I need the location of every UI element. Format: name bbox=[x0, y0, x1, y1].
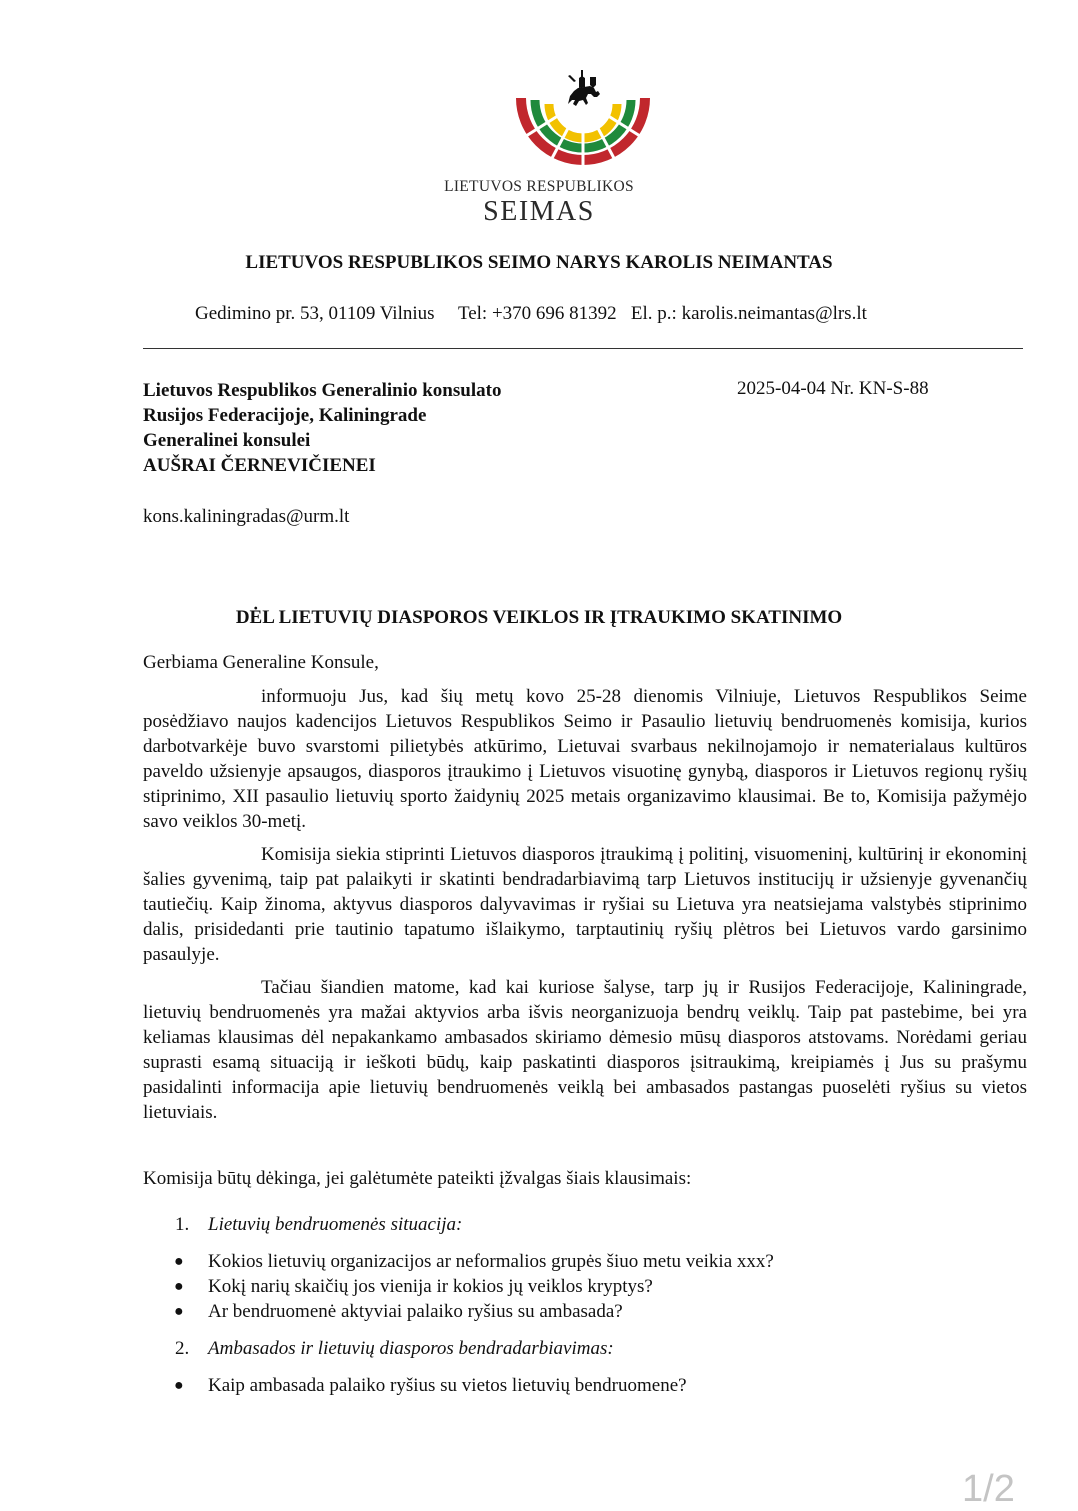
question-text: Ar bendruomenė aktyviai palaiko ryšius su ambasada? bbox=[208, 1301, 623, 1322]
recipient-line: Lietuvos Respublikos Generalinio konsulato bbox=[143, 380, 502, 401]
question-text: Kokios lietuvių organizacijos ar neformalios grupės šiuo metu veikia xxx? bbox=[208, 1251, 774, 1272]
bullet-icon: ● bbox=[174, 1377, 184, 1394]
page-number: 1/2 bbox=[962, 1468, 1015, 1510]
recipient-line: Generalinei konsulei bbox=[143, 430, 311, 451]
recipient-block bbox=[143, 378, 501, 478]
org-name-line2: SEIMAS bbox=[483, 196, 595, 227]
section-number: 2. bbox=[175, 1338, 190, 1359]
header-divider bbox=[143, 348, 1023, 349]
letter-body bbox=[143, 684, 1027, 1125]
sender-title: LIETUVOS RESPUBLIKOS SEIMO NARYS KAROLIS NEIMANTAS bbox=[245, 252, 833, 273]
recipient-line: Rusijos Federacijoje, Kaliningrade bbox=[143, 405, 427, 426]
recipient-email: kons.kaliningradas@urm.lt bbox=[143, 506, 350, 527]
sender-contacts: Gedimino pr. 53, 01109 Vilnius Tel: +370 696 81392 El. p.: karolis.neimantas@lrs.lt bbox=[195, 303, 867, 324]
question-text: Kaip ambasada palaiko ryšius su vietos lietuvių bendruomene? bbox=[208, 1375, 687, 1396]
section-title: Lietuvių bendruomenės situacija: bbox=[208, 1214, 463, 1235]
body-paragraph: Tačiau šiandien matome, kad kai kuriose šalyse, tarp jų ir Rusijos Federacijoje, Kaliningrade, lietuvių bendruomenės yra mažai aktyvios arba išvis neorganizuoja bendrų veiklų. Taip pat pastebime, bei yra keliamas klausimas dėl nepakankamo ambasados skiriamo dėmesio mūsų diasporos atstovams. Norėdami geriau suprasti esamą situaciją ir ieškoti būdų, kaip paskatinti diasporos įsitraukimą, kreipiamės į Jus su prašymu pasidalinti informacija apie lietuvių bendruomenės veiklą bei ambasados pastangas puoselėti ryšius su vietos lietuviais. bbox=[143, 977, 1027, 1123]
seimas-logo bbox=[516, 70, 650, 170]
org-name-line1: LIETUVOS RESPUBLIKOS bbox=[444, 178, 634, 195]
bullet-icon: ● bbox=[174, 1253, 184, 1270]
bullet-icon: ● bbox=[174, 1278, 184, 1295]
greeting: Gerbiama Generaline Konsule, bbox=[143, 652, 379, 673]
question-text: Kokį narių skaičių jos vienija ir kokios jų veiklos kryptys? bbox=[208, 1276, 653, 1297]
bullet-icon: ● bbox=[174, 1303, 184, 1320]
document-reference: 2025-04-04 Nr. KN-S-88 bbox=[737, 378, 929, 399]
document-subject: DĖL LIETUVIŲ DIASPOROS VEIKLOS IR ĮTRAUKIMO SKATINIMO bbox=[235, 607, 843, 628]
questions-intro: Komisija būtų dėkinga, jei galėtumėte pateikti įžvalgas šiais klausimais: bbox=[143, 1168, 692, 1189]
body-paragraph: informuoju Jus, kad šių metų kovo 25-28 dienomis Vilniuje, Lietuvos Respublikos Seime posėdžiavo naujos kadencijos Lietuvos Respublikos Seimo ir Pasaulio lietuvių bendruomenės komisija, kurios darbotvarkėje buvo svarstomi pilietybės atkūrimo, Lietuvai svarbaus nekilnojamojo ir nematerialaus kultūros paveldo užsienyje apsaugos, diasporos įtraukimo į Lietuvos visuotinę gynybą, diasporos ir Lietuvos regionų ryšių stiprinimo, XII pasaulio lietuvių sporto žaidynių 2025 metais organizavimo klausimai. Be to, Komisija pažymėjo savo veiklos 30-metį. bbox=[143, 686, 1027, 832]
body-paragraph: Komisija siekia stiprinti Lietuvos diasporos įtraukimą į politinį, visuomeninį, kultūrinį ir ekonominį šalies gyvenimą, taip pat palaikyti ir skatinti bendradarbiavimą tarp Lietuvos institucijų ir užsienyje gyvenančių tautiečių. Kaip žinoma, aktyvus diasporos dalyvavimas ir ryšiai su Lietuva yra neatsiejama valstybės stiprinimo dalis, prisidedanti prie tautinio tapatumo išlaikymo, tarptautinių ryšių plėtros bei Lietuvos vardo garsinimo pasaulyje. bbox=[143, 844, 1027, 965]
recipient-name: AUŠRAI ČERNEVIČIENEI bbox=[143, 455, 376, 476]
section-number: 1. bbox=[175, 1214, 190, 1235]
section-title: Ambasados ir lietuvių diasporos bendradarbiavimas: bbox=[208, 1338, 614, 1359]
